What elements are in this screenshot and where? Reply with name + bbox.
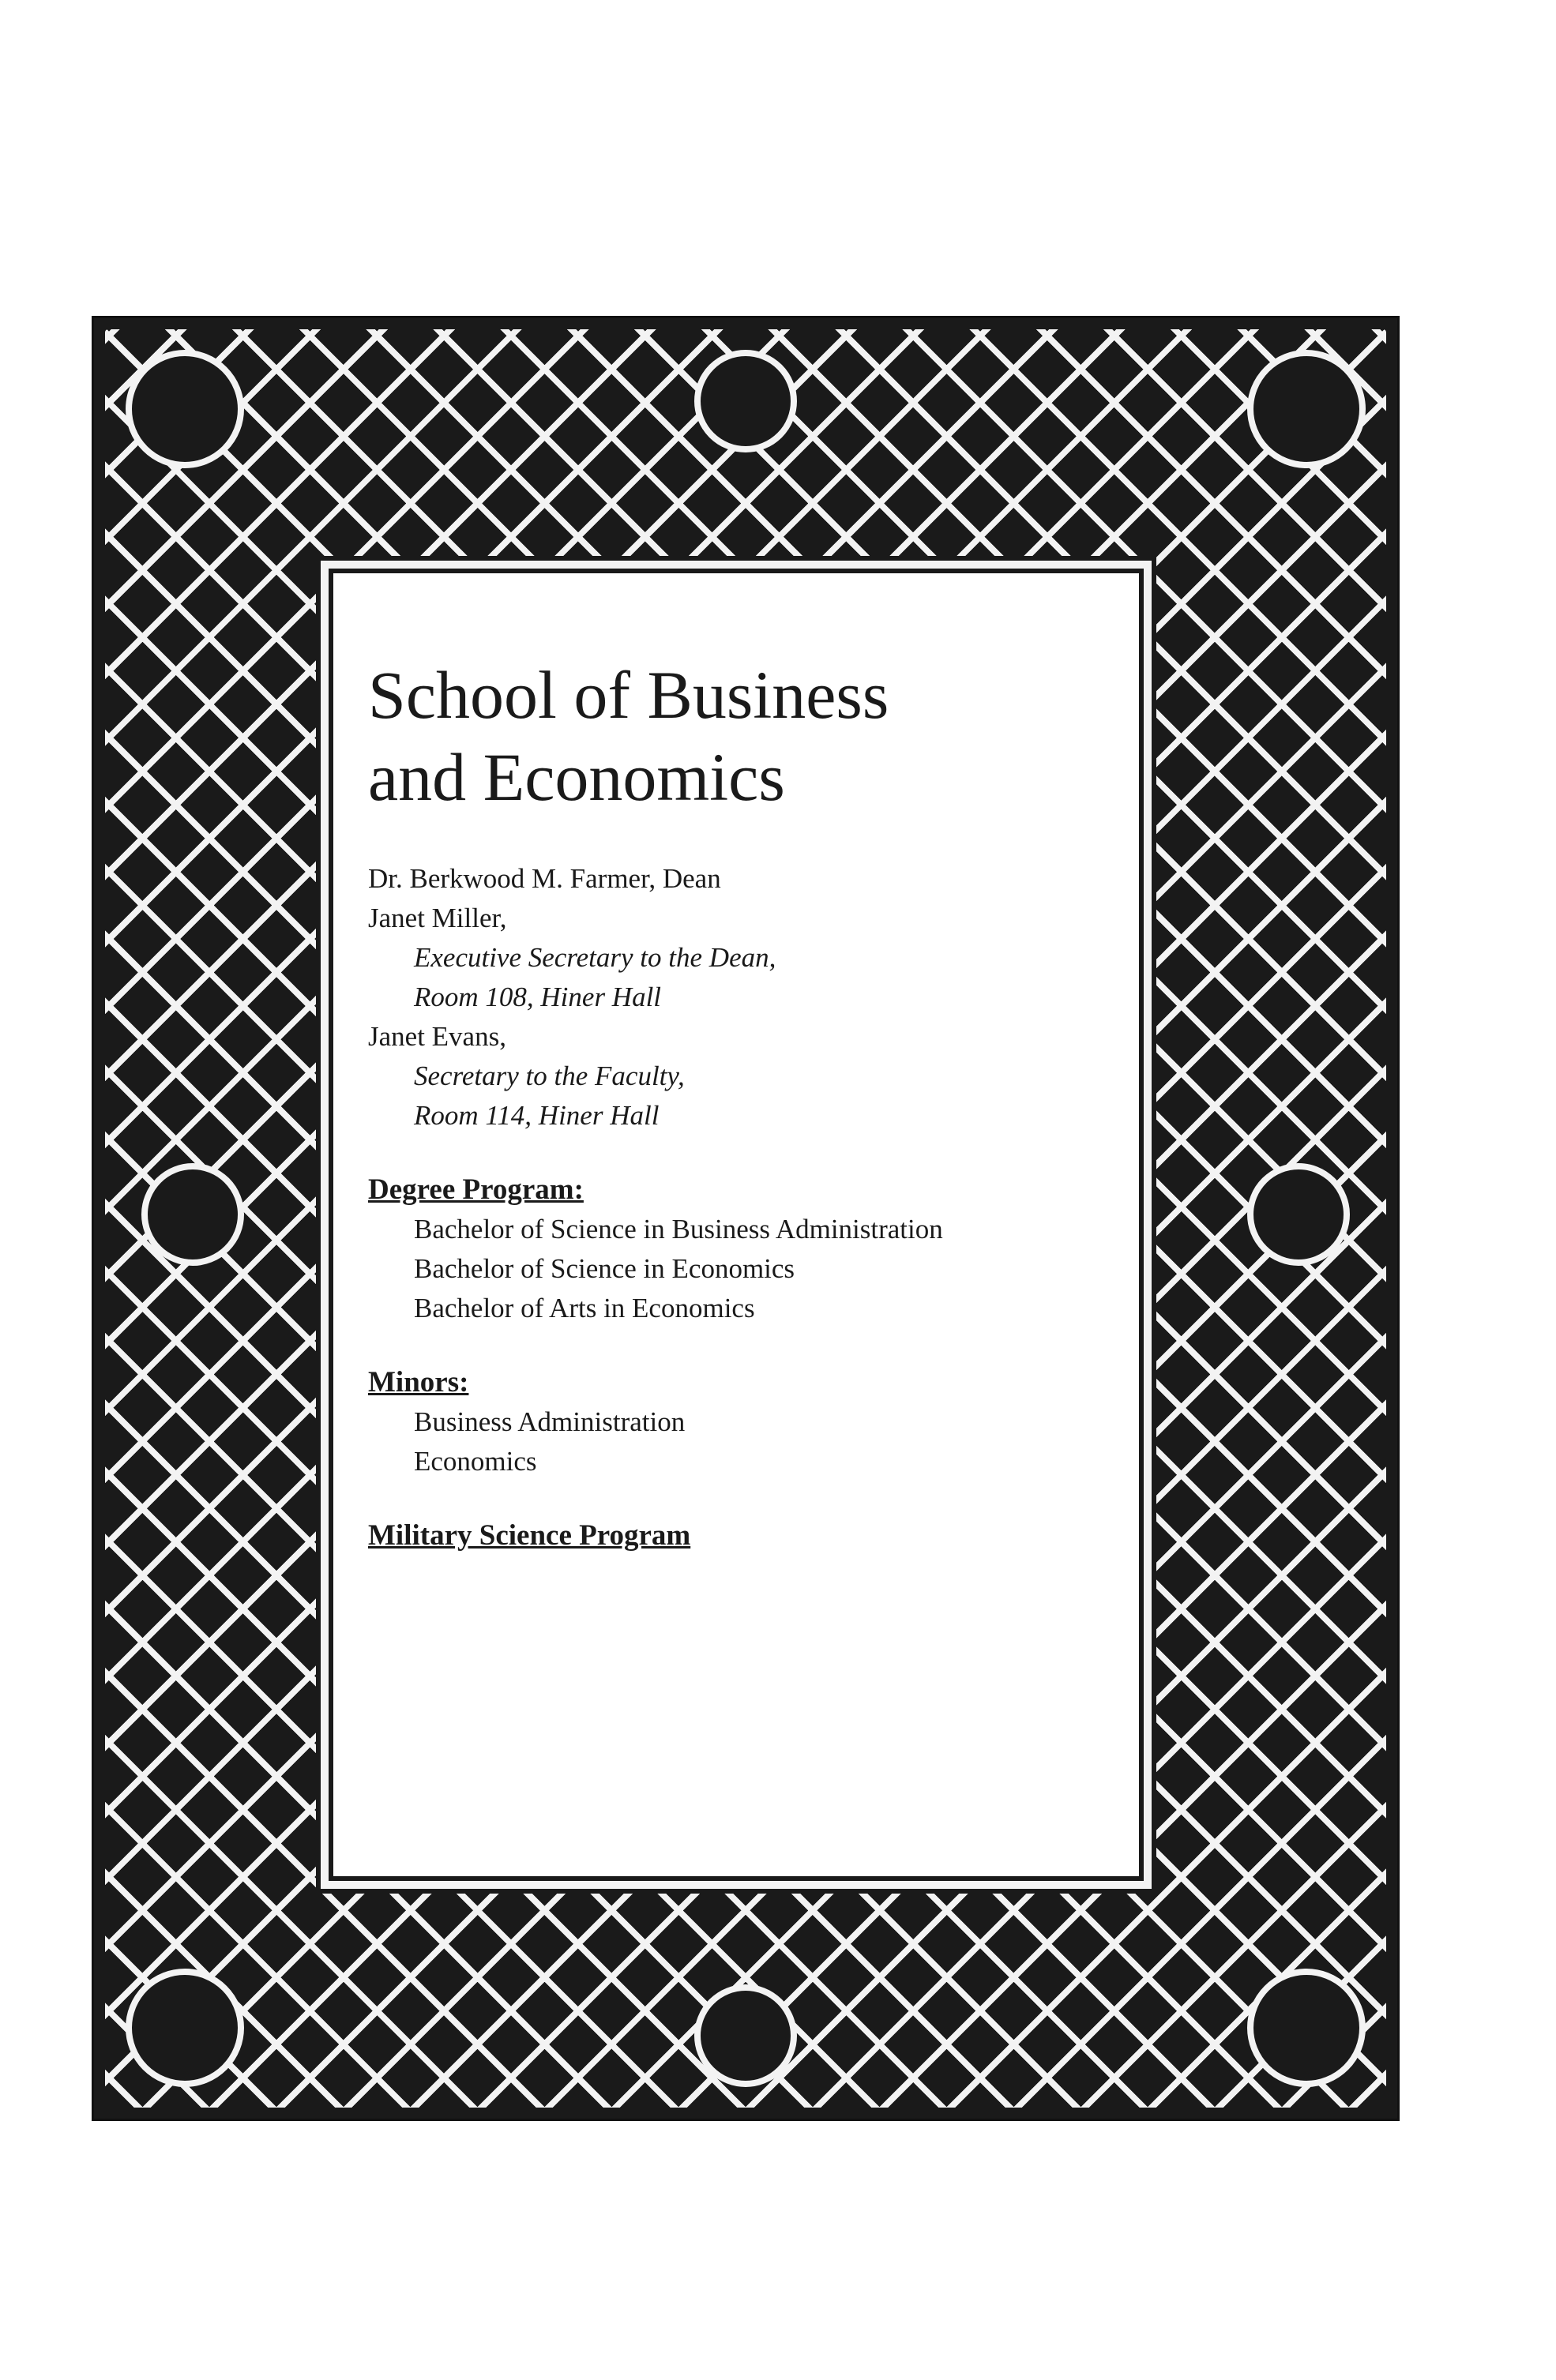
knot-ornament-top-left [126,350,244,468]
page-content [368,654,1126,1556]
staff-list [368,859,1126,1136]
dean-name: Dr. Berkwood M. Farmer, Dean [368,863,721,894]
title-line-2: and Economics [368,739,785,815]
title-line-1: School of Business [368,657,889,733]
minor-item: Economics [414,1446,537,1477]
exec-secretary-title: Executive Secretary to the Dean, [414,942,776,973]
exec-secretary-name: Janet Miller, [368,903,507,933]
knot-ornament-left-middle [141,1163,244,1266]
military-section [368,1516,1126,1556]
degree-item: Bachelor of Science in Economics [414,1253,795,1284]
minor-item: Business Administration [414,1406,686,1437]
knot-ornament-bottom-left [126,1969,244,2087]
knot-ornament-right-middle [1247,1163,1350,1266]
minors-heading: Minors: [368,1366,469,1398]
faculty-secretary-name: Janet Evans, [368,1021,506,1052]
degree-item: Bachelor of Science in Business Administration [414,1214,943,1244]
page-title [368,654,1126,818]
knot-ornament-top-middle [694,350,797,452]
knot-ornament-bottom-right [1247,1969,1366,2087]
military-science-heading: Military Science Program [368,1519,691,1552]
exec-secretary-room: Room 108, Hiner Hall [414,982,662,1012]
faculty-secretary-room: Room 114, Hiner Hall [414,1100,660,1131]
degree-item: Bachelor of Arts in Economics [414,1293,755,1323]
knot-ornament-bottom-middle [694,1984,797,2087]
knot-ornament-top-right [1247,350,1366,468]
faculty-secretary-title: Secretary to the Faculty, [414,1060,685,1091]
minors-section [368,1363,1126,1481]
degree-program-section [368,1170,1126,1328]
degree-program-heading: Degree Program: [368,1173,584,1206]
